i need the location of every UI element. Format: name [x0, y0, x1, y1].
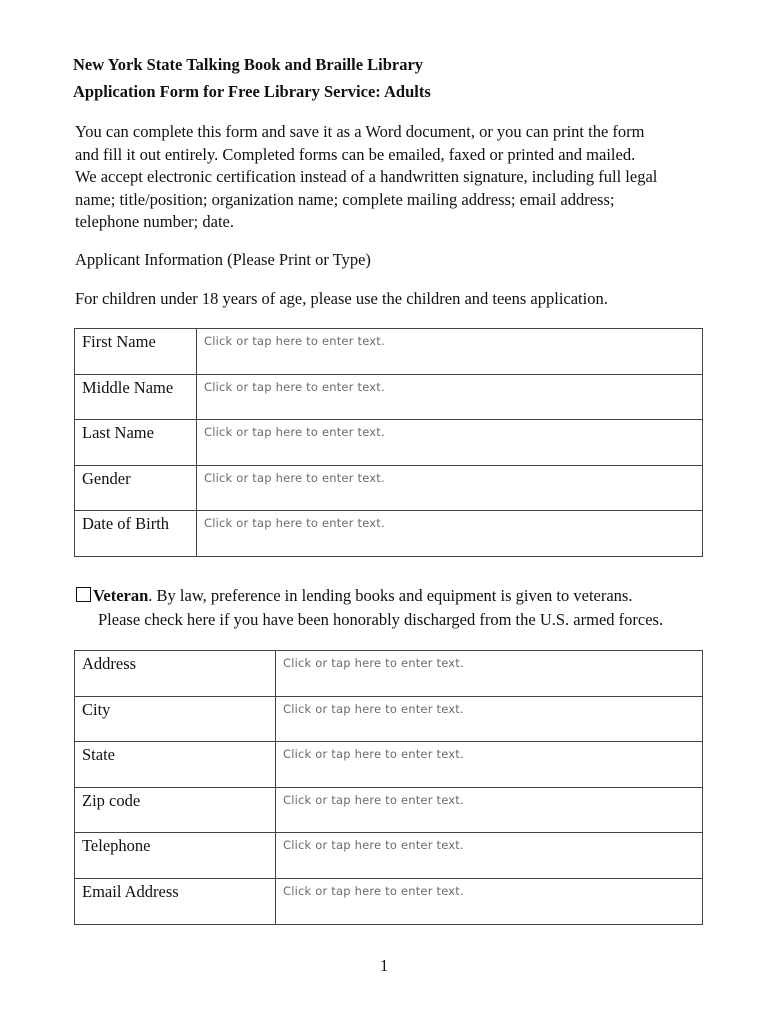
table-row — [75, 833, 703, 879]
telephone-placeholder[interactable]: Click or tap here to enter text. — [283, 838, 464, 853]
address-label: Address — [75, 651, 276, 697]
address-placeholder[interactable]: Click or tap here to enter text. — [283, 656, 464, 670]
intro-line: We accept electronic certification instead of a handwritten signature, including full legal — [75, 167, 658, 186]
intro-paragraph — [75, 121, 715, 234]
document-title: New York State Talking Book and Braille Library — [73, 55, 424, 74]
city-placeholder[interactable]: Click or tap here to enter text. — [283, 701, 464, 716]
middle-name-label: Middle Name — [75, 374, 197, 420]
table-row — [75, 787, 703, 833]
intro-line: telephone number; date. — [75, 212, 234, 231]
personal-info-table — [74, 328, 703, 557]
city-label: City — [75, 696, 276, 742]
last-name-label: Last Name — [75, 420, 197, 466]
veteran-instruction: Please check here if you have been honorably discharged from the U.S. armed forces. — [98, 610, 664, 629]
veteran-text: . By law, preference in lending books and equipment is given to veterans. — [148, 586, 633, 605]
table-row — [75, 742, 703, 788]
middle-name-placeholder[interactable]: Click or tap here to enter text. — [204, 379, 385, 394]
table-row — [75, 651, 703, 697]
table-row — [75, 374, 703, 420]
document-subtitle: Application Form for Free Library Service: Adults — [73, 82, 431, 101]
veteran-label: Veteran — [93, 586, 149, 605]
gender-field[interactable] — [197, 465, 703, 511]
first-name-field[interactable] — [197, 329, 703, 375]
table-row — [75, 329, 703, 375]
city-field[interactable] — [276, 696, 703, 742]
intro-line: name; title/position; organization name; complete mailing address; email address; — [75, 189, 615, 209]
date-of-birth-field[interactable] — [197, 511, 703, 557]
intro-line: and fill it out entirely. Completed forms can be emailed, faxed or printed and mailed. — [75, 144, 636, 164]
email-address-placeholder[interactable]: Click or tap here to enter text. — [283, 883, 464, 898]
veteran-checkbox[interactable] — [76, 587, 91, 602]
gender-label: Gender — [75, 465, 197, 511]
zip-code-label: Zip code — [75, 787, 276, 833]
table-row — [75, 465, 703, 511]
telephone-label: Telephone — [75, 833, 276, 879]
email-address-label: Email Address — [75, 878, 276, 924]
table-row — [75, 878, 703, 924]
zip-code-field[interactable] — [276, 787, 703, 833]
state-label: State — [75, 742, 276, 788]
last-name-field[interactable] — [197, 420, 703, 466]
telephone-field[interactable] — [276, 833, 703, 879]
table-row — [75, 420, 703, 466]
applicant-info-heading: Applicant Information (Please Print or Type) — [75, 250, 371, 269]
intro-line: You can complete this form and save it as a Word document, or you can print the form — [75, 122, 645, 141]
table-row — [75, 696, 703, 742]
address-field[interactable] — [276, 651, 703, 697]
gender-placeholder[interactable]: Click or tap here to enter text. — [204, 470, 385, 485]
last-name-placeholder[interactable]: Click or tap here to enter text. — [204, 425, 385, 440]
date-of-birth-placeholder[interactable]: Click or tap here to enter text. — [204, 516, 385, 531]
zip-code-placeholder[interactable]: Click or tap here to enter text. — [283, 792, 464, 807]
veteran-line — [76, 586, 632, 606]
table-row — [75, 511, 703, 557]
first-name-placeholder[interactable]: Click or tap here to enter text. — [204, 334, 385, 348]
email-address-field[interactable] — [276, 878, 703, 924]
middle-name-field[interactable] — [197, 374, 703, 420]
first-name-label: First Name — [75, 329, 197, 375]
date-of-birth-label: Date of Birth — [75, 511, 197, 557]
state-placeholder[interactable]: Click or tap here to enter text. — [283, 747, 464, 762]
contact-info-table — [74, 650, 703, 925]
children-note: For children under 18 years of age, please use the children and teens application. — [75, 289, 608, 308]
state-field[interactable] — [276, 742, 703, 788]
page-number: 1 — [380, 956, 389, 975]
